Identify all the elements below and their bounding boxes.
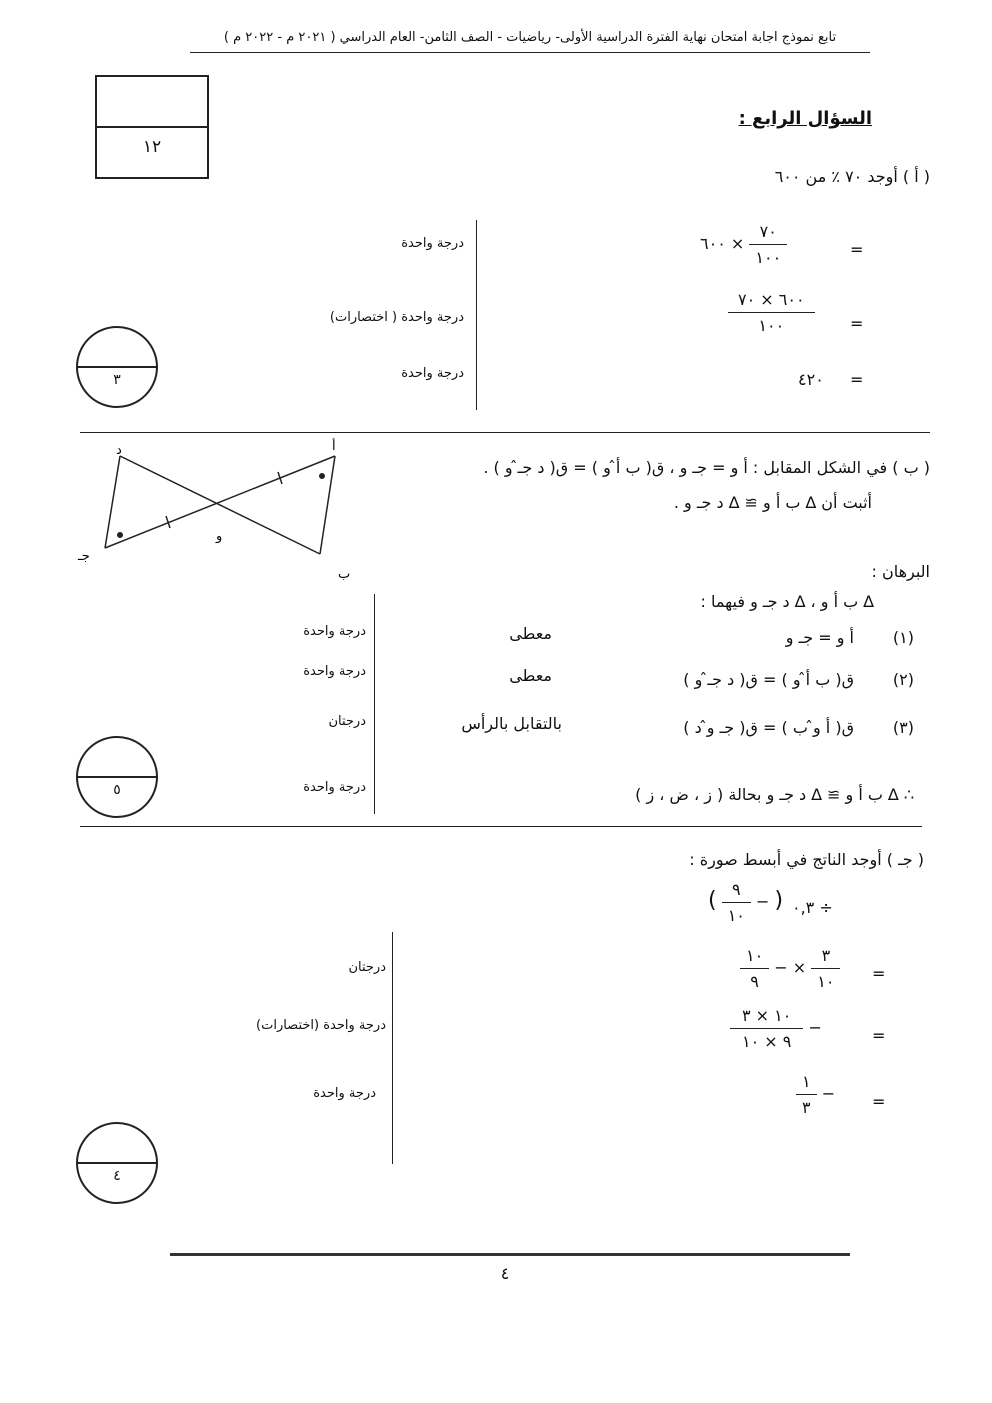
score-box-divider (97, 126, 207, 128)
total-score: ١٢ (142, 137, 162, 157)
circle-divider (78, 366, 156, 368)
part-c-expr-num: ٩ (722, 880, 751, 903)
part-c-expression: ( $\frac{٩}{١٠}$ − ) (708, 880, 784, 925)
part-c-step1-f1-den: ١٠ (817, 972, 835, 991)
proof-step2-statement: ق( ب أ̂ و ) = ق( د جـ̂ و ) (683, 670, 854, 689)
part-a-step2-eq: = (850, 314, 864, 333)
part-c-expr-fraction (722, 880, 751, 925)
part-a-score: ٣ (113, 372, 121, 388)
page-number: ٤ (500, 1264, 510, 1283)
part-c-grade-1: درجتان (348, 960, 386, 975)
segment-a-b (320, 456, 335, 554)
part-a-score-circle (76, 326, 158, 408)
part-a-grade-2: درجة واحدة ( اختصارات) (329, 310, 464, 325)
proof-step3-num: (٣) (892, 718, 914, 737)
part-b-score: ٥ (113, 782, 121, 798)
part-c-grade-2: درجة واحدة (اختصارات) (256, 1018, 386, 1033)
part-c-step2-neg: − (808, 1018, 822, 1037)
part-a-step2-den: ١٠٠ (758, 316, 785, 335)
part-a-grade-1: درجة واحدة (401, 236, 464, 251)
part-c-step2-num: ١٠ × ٣ (730, 1006, 803, 1029)
part-a-step2-num: ٦٠٠ × ٧٠ (728, 290, 815, 313)
proof-conclusion: ∴ ∆ ب أ و ≅ ∆ د جـ و بحالة ( ز ، ض ، ز ) (635, 785, 914, 804)
proof-step1-statement: أ و = جـ و (785, 628, 854, 647)
label-o: و (216, 529, 223, 544)
proof-step1-reason: معطى (509, 624, 552, 643)
part-c-step2-fraction (730, 1006, 803, 1051)
proof-step2-grade: درجة واحدة (303, 664, 366, 679)
header-divider (190, 52, 870, 53)
proof-step1-num: (١) (892, 628, 914, 647)
part-c-step1-frac2 (740, 946, 769, 991)
proof-step3-grade: درجتان (328, 714, 366, 729)
part-a-step1-times: ٦٠٠ × (700, 234, 745, 253)
section-divider-1 (80, 432, 930, 433)
part-a-grade-3: درجة واحدة (401, 366, 464, 381)
angle-dot-a (319, 473, 325, 479)
part-a-step3-eq: = (850, 370, 864, 389)
part-c-step1 (740, 946, 840, 991)
part-c-step1-f2-den: ٩ (750, 972, 759, 991)
section-divider-2 (80, 826, 922, 827)
part-a-step1-fraction (749, 222, 787, 267)
part-c-expr-den: ١٠ (727, 906, 745, 925)
part-c-step3 (796, 1072, 835, 1117)
part-b-line2: أثبت أن ∆ ب أ و ≅ ∆ د جـ و . (673, 493, 872, 512)
part-c-step2-eq: = (872, 1026, 886, 1045)
part-c-score: ٤ (113, 1168, 121, 1184)
circle-divider (78, 776, 156, 778)
part-c-column-divider (392, 932, 393, 1164)
proof-step2-reason: معطى (509, 666, 552, 685)
label-d: د (116, 443, 122, 458)
part-b-line1: ( ب ) في الشكل المقابل : أ و = جـ و ، ق( ب أ̂ و ) = ق( د جـ̂ و ) . (483, 458, 930, 477)
proof-step3-statement: ق( أ و̂ ب ) = ق( جـ و̂ د ) (683, 718, 854, 737)
part-b-column-divider (374, 594, 375, 814)
part-c-step1-frac1 (811, 946, 840, 991)
part-a-column-divider (476, 220, 477, 410)
circle-divider (78, 1162, 156, 1164)
part-a-step1-num: ٧٠ (749, 222, 787, 245)
part-c-prompt: ( جـ ) أوجد الناتج في أبسط صورة : (689, 850, 924, 869)
page-header: تابع نموذج اجابة امتحان نهاية الفترة الدراسية الأولى- رياضيات - الصف الثامن- العام الدراسي ( ٢٠٢١ م - ٢٠٢٢ م ) (223, 30, 837, 45)
part-a-step1 (700, 222, 787, 267)
label-c: جـ (78, 549, 90, 564)
label-a: أ (332, 439, 336, 454)
part-c-step3-fraction (796, 1072, 817, 1117)
proof-step2-num: (٢) (892, 670, 914, 689)
part-c-step1-f1-num: ٣ (811, 946, 840, 969)
part-c-expr-neg: − (755, 892, 770, 911)
proof-conclusion-grade: درجة واحدة (303, 780, 366, 795)
question-title: السؤال الرابع : (738, 108, 872, 129)
part-c-step3-den: ٣ (802, 1098, 811, 1117)
bowtie-figure (70, 438, 370, 588)
proof-step3-reason: بالتقابل بالرأس (461, 714, 562, 733)
part-a-step3-value: ٤٢٠ (798, 370, 824, 389)
part-a-step2 (728, 290, 815, 335)
part-c-grade-3: درجة واحدة (313, 1086, 376, 1101)
part-c-expr-left: ٠,٣ ÷ (792, 898, 833, 917)
label-b: ب (338, 567, 351, 582)
part-a-step1-eq: = (850, 240, 864, 259)
part-c-score-circle (76, 1122, 158, 1204)
part-a-step2-fraction (728, 290, 815, 335)
proof-title: البرهان : (871, 562, 930, 581)
part-c-step1-times: × (792, 958, 807, 977)
part-c-step1-f2-num: ١٠ (740, 946, 769, 969)
total-score-box (95, 75, 209, 179)
footer-divider (170, 1253, 850, 1256)
part-c-step2 (730, 1006, 822, 1051)
part-a-prompt: ( أ ) أوجد ٧٠ ٪ من ٦٠٠ (774, 167, 930, 186)
proof-triangles: ∆ ب أ و ، ∆ د جـ و فيهما : (700, 592, 874, 611)
part-a-step1-den: ١٠٠ (755, 248, 782, 267)
part-c-step1-neg: − (774, 958, 788, 977)
part-c-step2-den: ٩ × ١٠ (742, 1032, 792, 1051)
part-c-step3-num: ١ (796, 1072, 817, 1095)
proof-step1-grade: درجة واحدة (303, 624, 366, 639)
angle-dot-c (117, 532, 123, 538)
part-c-step1-eq: = (872, 964, 886, 983)
part-c-step3-neg: − (821, 1084, 836, 1103)
part-b-score-circle (76, 736, 158, 818)
part-c-step3-eq: = (872, 1092, 886, 1111)
